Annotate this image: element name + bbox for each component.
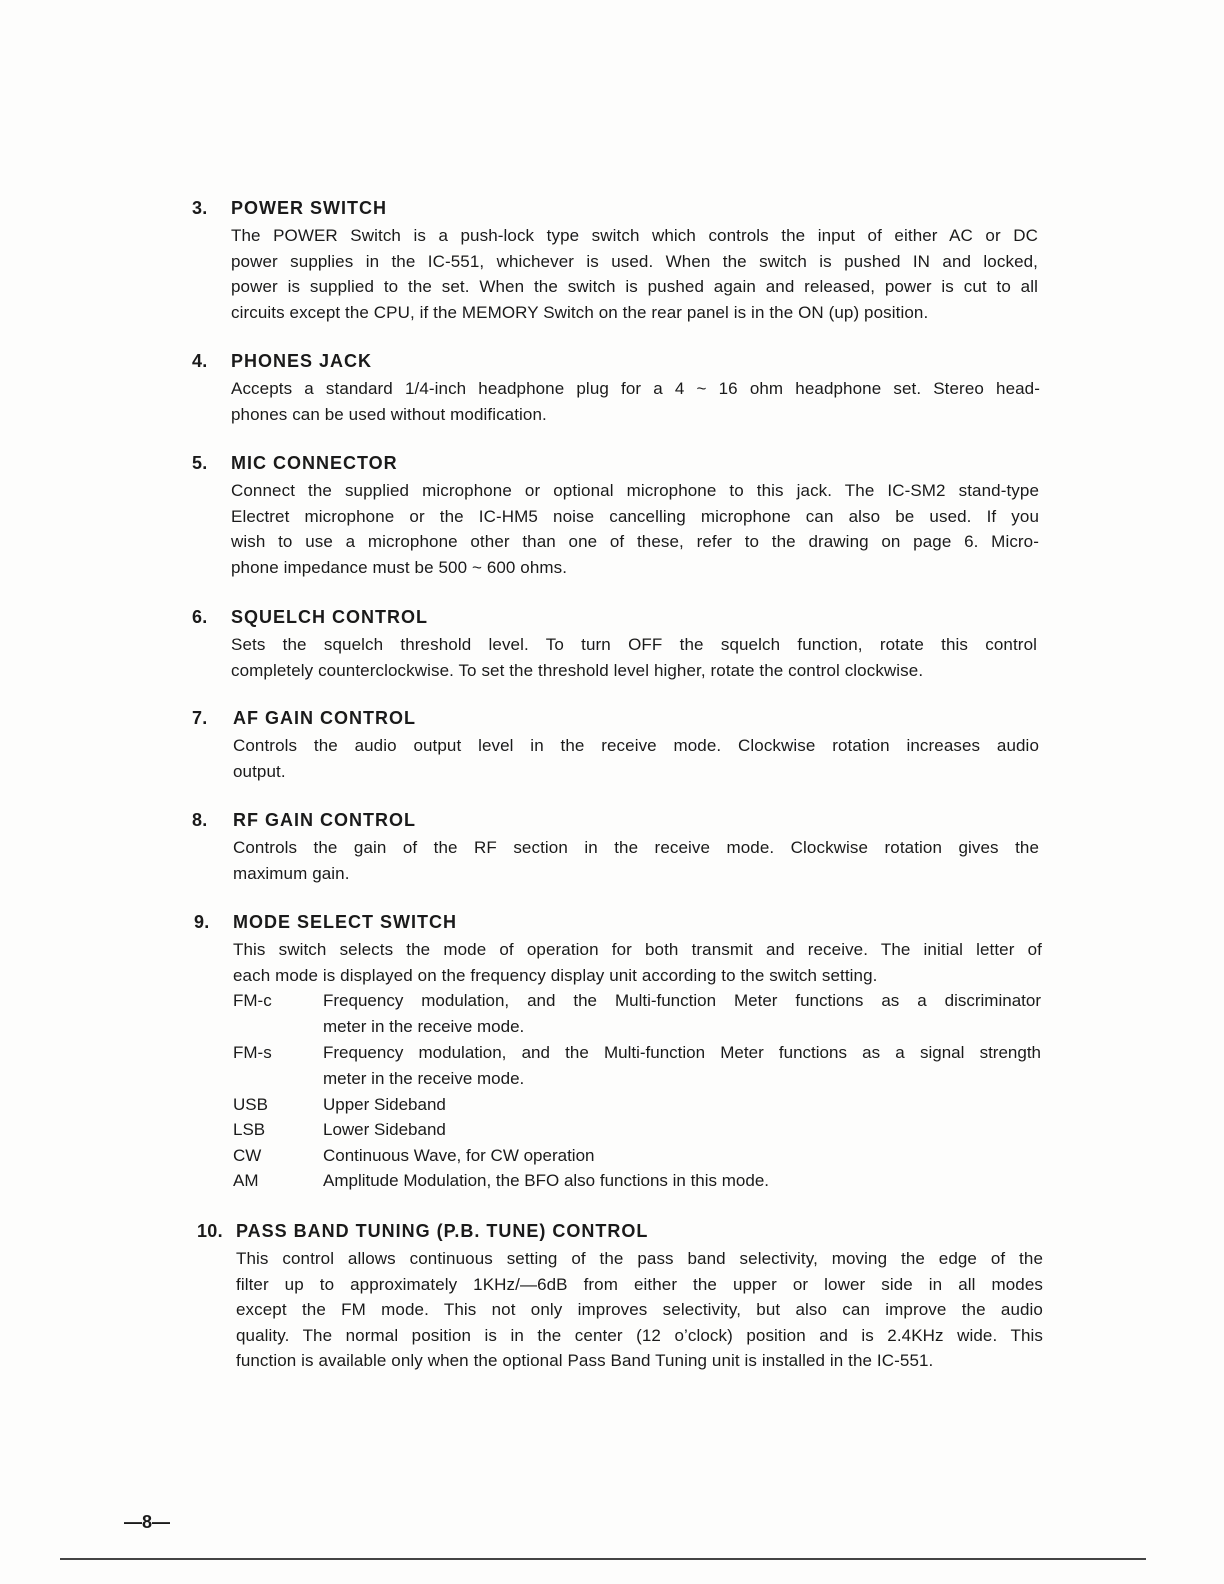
body-line: wish to use a microphone other than one of these, refer to the drawing on page 6. Micro- [231, 532, 1039, 551]
section-body [233, 835, 1039, 886]
mode-item-usb [233, 1092, 1043, 1118]
mode-description [323, 1143, 1041, 1169]
body-line: Connect the supplied microphone or optional microphone to this jack. The IC-SM2 stand-type [231, 481, 1039, 500]
body-line: maximum gain. [233, 863, 350, 883]
section-title: RF GAIN CONTROL [233, 810, 416, 830]
section-body [231, 478, 1039, 580]
section-body [233, 937, 1042, 988]
section-title: AF GAIN CONTROL [233, 708, 416, 728]
section-number: 3. [192, 198, 208, 218]
section-number: 9. [194, 912, 210, 932]
body-line: Sets the squelch threshold level. To turn OFF the squelch function, rotate this control [231, 635, 1037, 654]
section-number: 7. [192, 708, 208, 728]
section-title: SQUELCH CONTROL [231, 607, 428, 627]
section-body [231, 376, 1040, 427]
mode-item-cw [233, 1143, 1043, 1169]
body-line: except the FM mode. This not only improves selectivity, but also can improve the audio [236, 1300, 1043, 1319]
page-number: —8— [124, 1512, 171, 1532]
section-number: 8. [192, 810, 208, 830]
body-line: This switch selects the mode of operation for both transmit and receive. The initial letter of [233, 940, 1042, 959]
mode-desc-line: Lower Sideband [323, 1120, 446, 1139]
mode-desc-line: meter in the receive mode. [323, 1016, 525, 1036]
mode-code: FM-c [233, 991, 272, 1010]
mode-code: LSB [233, 1120, 266, 1139]
mode-code: AM [233, 1171, 259, 1190]
body-line: circuits except the CPU, if the MEMORY Switch on the rear panel is in the ON (up) position. [231, 302, 929, 322]
mode-code: CW [233, 1146, 262, 1165]
mode-desc-line: Continuous Wave, for CW operation [323, 1146, 595, 1165]
mode-desc-line: Frequency modulation, and the Multi-function Meter functions as a signal strength [323, 1043, 1041, 1062]
body-line: quality. The normal position is in the center (12 o’clock) position and is 2.4KHz wide. This [236, 1325, 1043, 1345]
section-title: POWER SWITCH [231, 198, 387, 218]
body-line: power supplies in the IC-551, whichever is used. When the switch is pushed IN and locked, [231, 251, 1038, 271]
section-title: PHONES JACK [231, 351, 373, 371]
section-title: MODE SELECT SWITCH [233, 912, 457, 932]
section-title: MIC CONNECTOR [231, 453, 398, 473]
body-line: phone impedance must be 500 ~ 600 ohms. [231, 557, 568, 577]
body-line: output. [233, 761, 286, 781]
mode-code: FM-s [233, 1043, 272, 1062]
mode-description [323, 1040, 1041, 1091]
body-line: completely counterclockwise. To set the threshold level higher, rotate the control clockwise. [231, 660, 924, 680]
body-line: The POWER Switch is a push-lock type switch which controls the input of either AC or DC [231, 226, 1038, 245]
mode-item-fm-c [233, 988, 1043, 1039]
body-line: Accepts a standard 1/4-inch headphone plug for a 4 ~ 16 ohm headphone set. Stereo head- [231, 379, 1040, 398]
body-line: power is supplied to the set. When the switch is pushed again and released, power is cut to all [231, 277, 1038, 296]
body-line: filter up to approximately 1KHz/—6dB from either the upper or lower side in all modes [236, 1274, 1043, 1294]
mode-desc-line: Frequency modulation, and the Multi-function Meter functions as a discriminator [323, 991, 1041, 1010]
body-line: Controls the audio output level in the receive mode. Clockwise rotation increases audio [233, 736, 1039, 755]
mode-description [323, 1168, 1041, 1194]
mode-code: USB [233, 1095, 268, 1114]
body-line: each mode is displayed on the frequency display unit according to the switch setting. [233, 965, 878, 985]
body-line: This control allows continuous setting of the pass band selectivity, moving the edge of the [236, 1249, 1043, 1268]
section-number: 4. [192, 351, 208, 371]
mode-desc-line: meter in the receive mode. [323, 1068, 525, 1088]
section-body [236, 1246, 1043, 1374]
mode-description [323, 1092, 1041, 1118]
section-number: 5. [192, 453, 208, 473]
body-line: function is available only when the optional Pass Band Tuning unit is installed in the IC-551. [236, 1351, 934, 1370]
section-body [231, 632, 1037, 683]
section-number: 6. [192, 607, 208, 627]
section-body [231, 223, 1038, 325]
section-body [233, 733, 1039, 784]
mode-item-lsb [233, 1117, 1043, 1143]
body-line: Electret microphone or the IC-HM5 noise cancelling microphone can also be used. If you [231, 506, 1039, 526]
section-number: 10. [197, 1221, 223, 1241]
mode-desc-line: Amplitude Modulation, the BFO also functions in this mode. [323, 1171, 770, 1190]
mode-item-fm-s [233, 1040, 1043, 1091]
body-line: phones can be used without modification. [231, 404, 547, 424]
mode-item-am [233, 1168, 1043, 1194]
mode-description [323, 1117, 1041, 1143]
mode-description [323, 988, 1041, 1039]
section-title: PASS BAND TUNING (P.B. TUNE) CONTROL [236, 1221, 649, 1241]
bottom-divider [60, 1558, 1146, 1560]
body-line: Controls the gain of the RF section in the receive mode. Clockwise rotation gives the [233, 838, 1039, 857]
mode-desc-line: Upper Sideband [323, 1095, 446, 1114]
